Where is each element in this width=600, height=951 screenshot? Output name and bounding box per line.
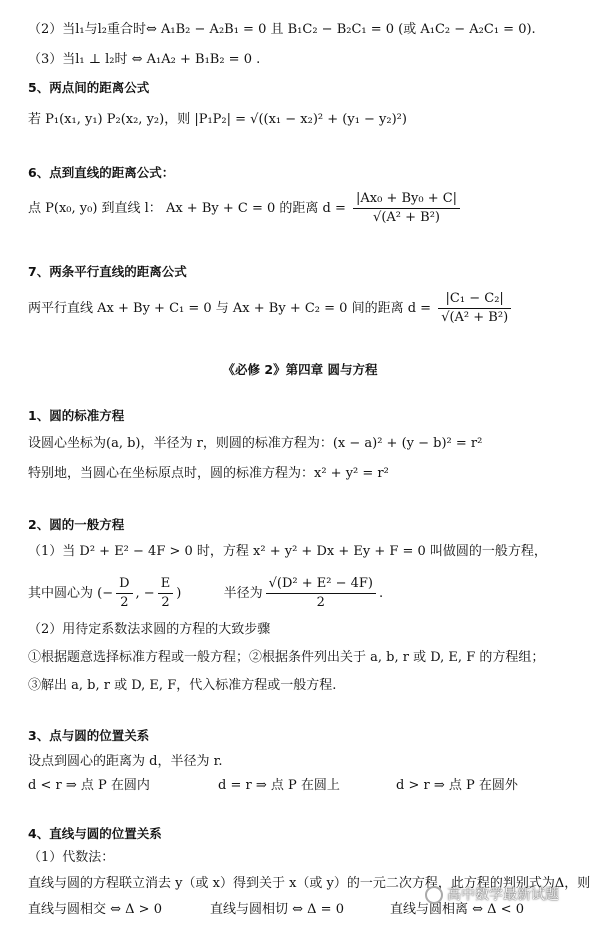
parallel-line-distance-fraction — [438, 290, 511, 327]
fraction-denominator: √(A² + B²) — [373, 210, 440, 225]
chapter-title: 《必修 2》第四章 圆与方程 — [222, 362, 378, 377]
heading-7: 7、两条平行直线的距离公式 — [28, 264, 187, 279]
point-on-circle: d = r ⇒ 点 P 在圆上 — [218, 778, 340, 793]
section-3-heading: 3、点与圆的位置关系 — [28, 728, 150, 743]
section-2-heading: 2、圆的一般方程 — [28, 517, 125, 532]
section-1-heading: 1、圆的标准方程 — [28, 408, 125, 423]
fraction-denominator: 2 — [120, 595, 129, 610]
line-circle-tangent: 直线与圆相切 ⇔ Δ = 0 — [210, 902, 344, 917]
undetermined-coefficient-steps: （2）用待定系数法求圆的方程的大致步骤 — [28, 622, 271, 637]
fraction-denominator: √(A² + B²) — [441, 310, 509, 325]
origin-circle-equation: 特别地，当圆心在坐标原点时，圆的标准方程为：x² + y² = r² — [28, 466, 389, 481]
fraction-denominator: 2 — [316, 595, 325, 610]
line-coincide-condition: （2）当l₁与l₂重合时⇔ A₁B₂ − A₂B₁ = 0 且 B₁C₂ − B₂C₁ = 0 (或 A₁C₂ − A₂C₁ = 0). — [28, 22, 536, 37]
discriminant-description: 直线与圆的方程联立消去 y（或 x）得到关于 x（或 y）的一元二次方程，此方程的判别式为Δ，则 — [28, 876, 591, 891]
watermark-text: 高中数学最新试题 — [447, 887, 559, 903]
algebraic-method: （1）代数法： — [28, 850, 115, 865]
fraction-numerator: |C₁ − C₂| — [438, 290, 511, 309]
point-circle-setup: 设点到圆心的距离为 d，半径为 r. — [28, 754, 223, 769]
wechat-icon — [425, 886, 443, 904]
line-perpendicular-condition: （3）当l₁ ⊥ l₂时 ⇔ A₁A₂ + B₁B₂ = 0 . — [28, 52, 261, 67]
steps-1-2: ①根据题意选择标准方程或一般方程；②根据条件列出关于 a, b, r 或 D, E, F 的方程组； — [28, 650, 545, 665]
point-inside-circle: d < r ⇒ 点 P 在圆内 — [28, 778, 150, 793]
two-point-distance-formula: 若 P₁(x₁, y₁) P₂(x₂, y₂)，则 |P₁P₂| = √((x₁ − x₂)² + (y₁ − y₂)²) — [28, 112, 407, 127]
parallel-line-distance-text: 两平行直线 Ax + By + C₁ = 0 与 Ax + By + C₂ = 0 间的距离 d = — [28, 301, 432, 316]
step-3: ③解出 a, b, r 或 D, E, F，代入标准方程或一般方程. — [28, 678, 337, 693]
line-circle-intersect: 直线与圆相交 ⇔ Δ > 0 — [28, 902, 162, 917]
point-line-distance-fraction — [353, 190, 460, 227]
center-prefix: 其中圆心为 (− — [28, 586, 114, 601]
radius-label: 半径为 — [223, 586, 263, 601]
center-suffix: ) — [176, 586, 182, 601]
point-line-distance-formula — [28, 190, 463, 227]
general-circle-equation: （1）当 D² + E² − 4F > 0 时，方程 x² + y² + Dx + Ey + F = 0 叫做圆的一般方程， — [28, 544, 547, 559]
fraction-numerator: |Ax₀ + By₀ + C| — [353, 190, 460, 209]
center-y-fraction — [158, 575, 174, 612]
section-4-heading: 4、直线与圆的位置关系 — [28, 826, 162, 841]
circle-center-radius — [28, 574, 383, 614]
radius-period: . — [378, 586, 384, 601]
center-separator: , − — [135, 586, 155, 601]
center-x-fraction — [116, 575, 132, 612]
standard-circle-equation: 设圆心坐标为(a, b)，半径为 r，则圆的标准方程为：(x − a)² + (y − b)² = r² — [28, 436, 483, 451]
line-circle-separate: 直线与圆相离 ⇔ Δ < 0 — [390, 902, 524, 917]
point-outside-circle: d > r ⇒ 点 P 在圆外 — [396, 778, 518, 793]
heading-5: 5、两点间的距离公式 — [28, 80, 150, 95]
point-line-distance-text: 点 P(x₀, y₀) 到直线 l： Ax + By + C = 0 的距离 d = — [28, 201, 346, 216]
heading-6: 6、点到直线的距离公式： — [28, 165, 175, 180]
radius-fraction — [266, 575, 376, 612]
fraction-numerator: D — [116, 575, 132, 594]
fraction-denominator: 2 — [161, 595, 170, 610]
fraction-numerator: E — [158, 575, 174, 594]
fraction-numerator: √(D² + E² − 4F) — [266, 575, 376, 594]
parallel-line-distance-formula — [28, 290, 514, 327]
watermark — [425, 884, 559, 904]
